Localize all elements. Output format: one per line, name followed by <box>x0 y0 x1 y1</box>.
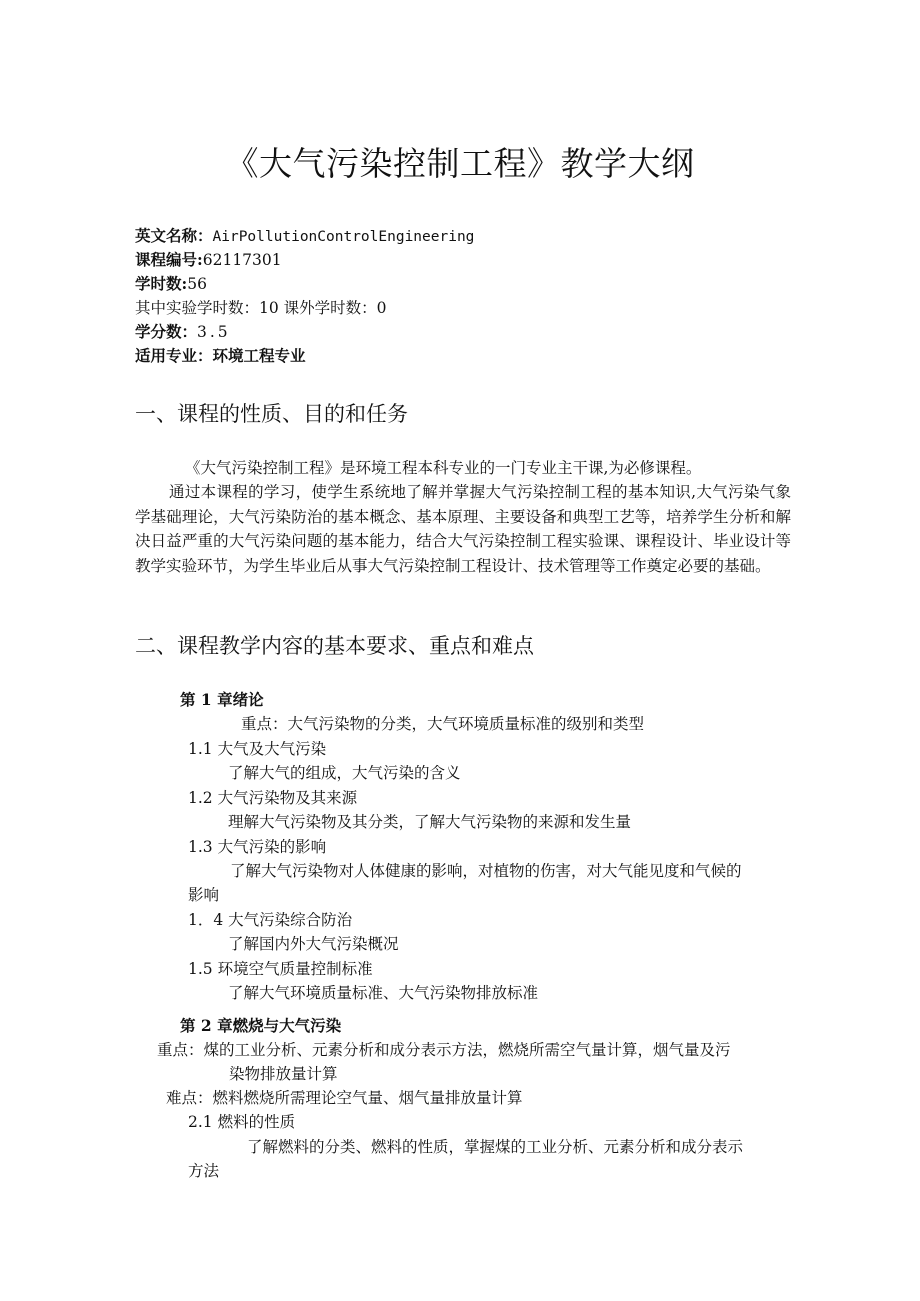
chapter-1-key-points: 重点：大气污染物的分类，大气环境质量标准的级别和类型 <box>241 715 645 733</box>
section-1-2-desc: 理解大气污染物及其分类，了解大气污染物的来源和发生量 <box>228 813 632 831</box>
section-2-heading: 二、课程教学内容的基本要求、重点和难点 <box>135 634 534 658</box>
section-1-2: 1.2 大气污染物及其来源 <box>188 789 358 807</box>
chapter-2-key-points-line-1: 重点：煤的工业分析、元素分析和成分表示方法，燃烧所需空气量计算，烟气量及污 <box>157 1041 731 1059</box>
section-1-4-desc: 了解国内外大气污染概况 <box>228 935 399 953</box>
section-1-3: 1.3 大气污染的影响 <box>188 838 327 856</box>
section-2-1-desc-line-1: 了解燃料的分类、燃料的性质，掌握煤的工业分析、元素分析和成分表示 <box>247 1138 744 1156</box>
section-1-4: 1．4 大气污染综合防治 <box>188 911 353 929</box>
section-1-1: 1.1 大气及大气污染 <box>188 740 327 758</box>
chapter-1-title: 第 1 章绪论 <box>180 690 264 709</box>
hours-value: 56 <box>187 275 207 293</box>
section-2-1-desc-line-2: 方法 <box>188 1162 220 1180</box>
hours-label: 学时数: <box>135 274 188 293</box>
english-name-row <box>135 224 474 249</box>
section-1-3-desc-line-1: 了解大气污染物对人体健康的影响，对植物的伤害，对大气能见度和气候的 <box>230 862 742 880</box>
section-2-1: 2.1 燃料的性质 <box>188 1113 296 1131</box>
applicable-major: 适用专业：环境工程专业 <box>135 346 306 365</box>
lab-hours-row: 其中实验学时数：10 课外学时数：0 <box>135 299 387 317</box>
section-1-1-desc: 了解大气的组成，大气污染的含义 <box>228 764 461 782</box>
chapter-2-title: 第 2 章燃烧与大气污染 <box>180 1016 342 1035</box>
course-code-row <box>135 248 282 272</box>
section-1-5: 1.5 环境空气质量控制标准 <box>188 960 373 978</box>
credits-value: 3.5 <box>197 323 231 341</box>
course-code-value: 62117301 <box>202 251 282 269</box>
english-name-label: 英文名称： <box>135 226 213 245</box>
credits-row <box>135 320 231 344</box>
hours-row <box>135 272 207 296</box>
english-name-value: AirPollutionControlEngineering <box>212 229 475 245</box>
section-1-para-2: 通过本课程的学习，使学生系统地了解并掌握大气污染控制工程的基本知识,大气污染气象学基础理论，大气污染防治的基本概念、基本原理、主要设备和典型工艺等，培养学生分析和解决日益严重的大气污染问题的基本能力，结合大气污染控制工程实验课、课程设计、毕业设计等教学实验环节，为学生毕业后从事大气污染控制工程设计、技术管理等工作奠定必要的基础。 <box>135 483 791 575</box>
page-title: 《大气污染控制工程》教学大纲 <box>225 144 695 183</box>
course-code-label: 课程编号: <box>135 250 203 269</box>
section-1-para-1: 《大气污染控制工程》是环境工程本科专业的一门专业主干课,为必修课程。 <box>185 459 702 477</box>
chapter-2-key-points-line-2: 染物排放量计算 <box>229 1065 338 1083</box>
section-1-3-desc-line-2: 影响 <box>188 886 220 904</box>
chapter-2-difficulty: 难点：燃料燃烧所需理论空气量、烟气量排放量计算 <box>166 1089 523 1107</box>
section-1-heading: 一、课程的性质、目的和任务 <box>135 402 408 426</box>
section-1-5-desc: 了解大气环境质量标准、大气污染物排放标准 <box>228 984 539 1002</box>
credits-label: 学分数： <box>135 322 198 341</box>
